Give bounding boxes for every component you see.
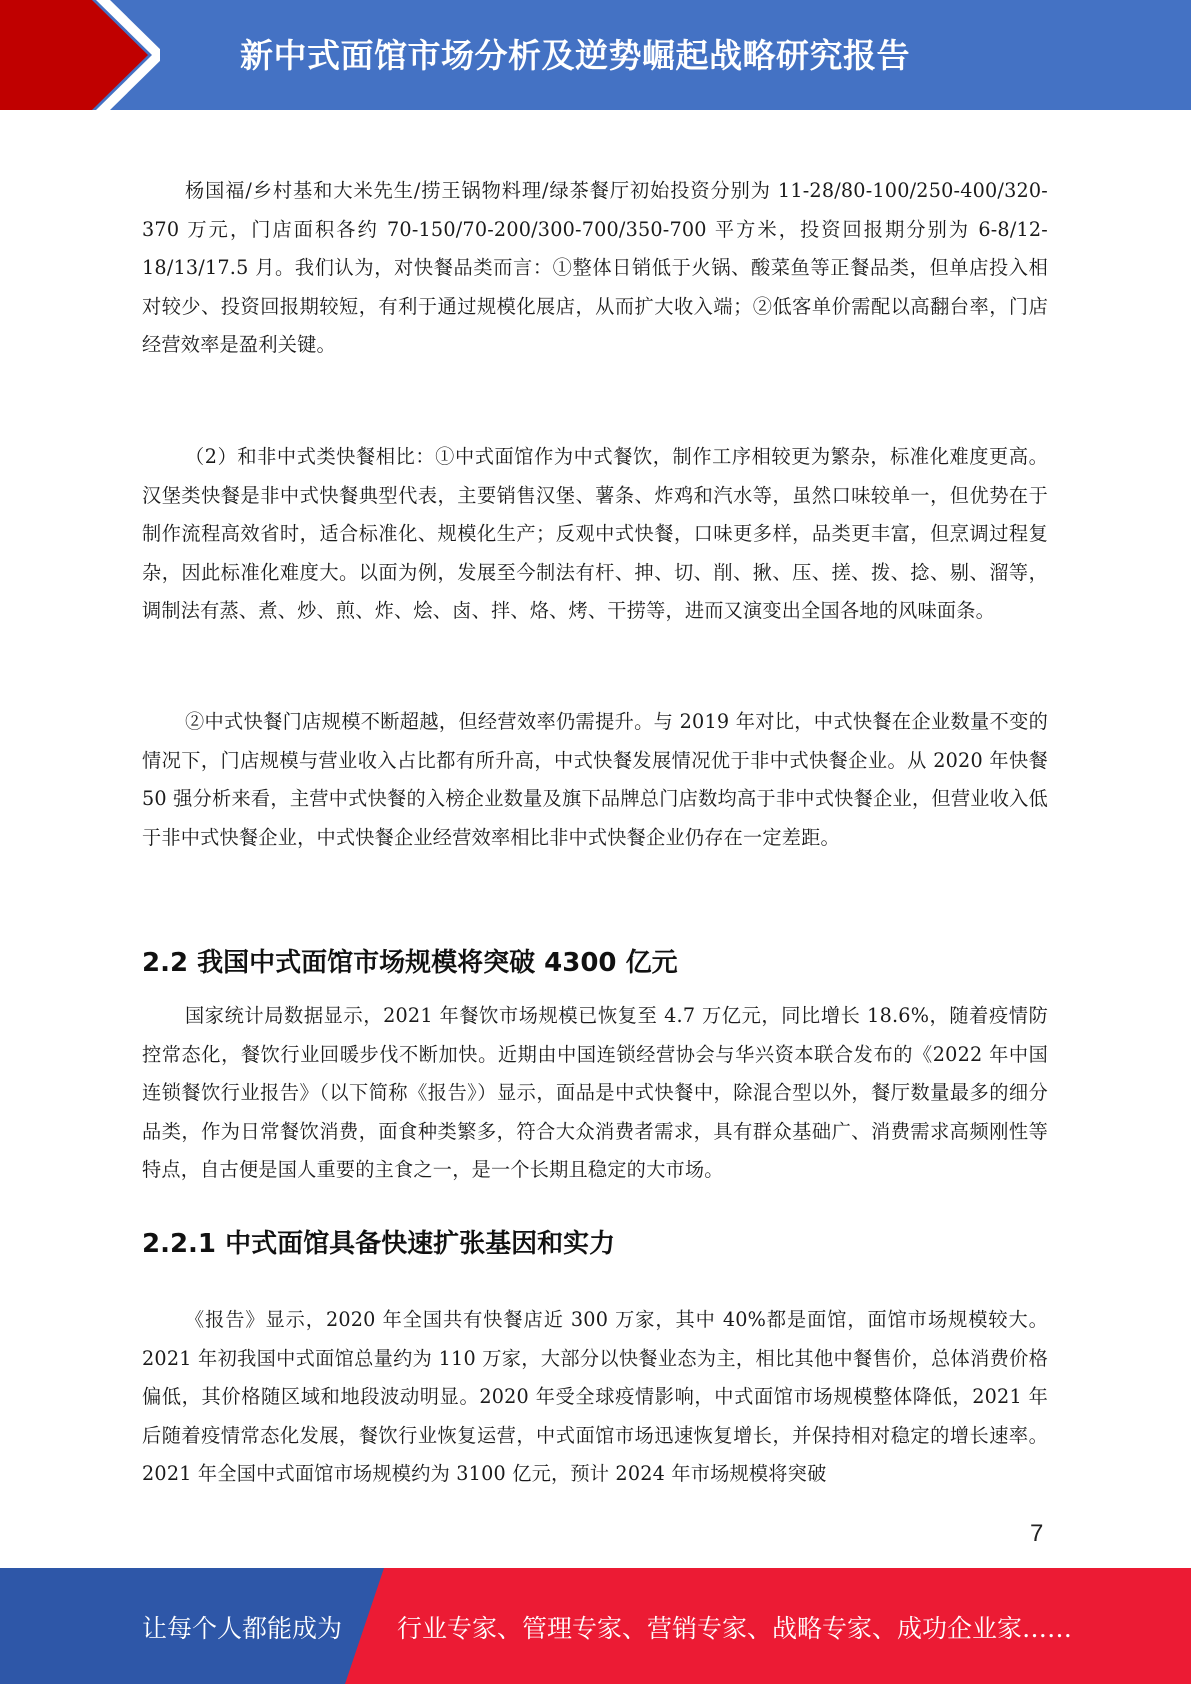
- section-heading-2-2-1: 2.2.1 中式面馆具备快速扩张基因和实力: [142, 1229, 616, 1259]
- footer-slogan-right: 行业专家、管理专家、营销专家、战略专家、成功企业家……: [397, 1614, 1073, 1643]
- paragraph-investment: 杨国福/乡村基和大米先生/捞王锅物料理/绿茶餐厅初始投资分别为 11-28/80-100/250-400/320-370 万元，门店面积各约 70-150/70-200/300-700/350-700 平方米，投资回报期分别为 6-8/12-18/13/17.5 月。我们认为，对快餐品类而言：①整体日销低于火锅、酸菜鱼等正餐品类，但单店投入相对较少、投资回报期较短，有利于通过规模化展店，从而扩大收入端；②低客单价需配以高翻台率，门店经营效率是盈利关键。: [142, 179, 1048, 356]
- paragraph-expansion: 《报告》显示，2020 年全国共有快餐店近 300 万家，其中 40%都是面馆，面馆市场规模较大。2021 年初我国中式面馆总量约为 110 万家，大部分以快餐业态为主，相比其他中餐售价，总体消费价格偏低，其价格随区域和地段波动明显。2020 年受全球疫情影响，中式面馆市场规模整体降低，2021 年后随着疫情常态化发展，餐饮行业恢复运营，中式面馆市场迅速恢复增长，并保持相对稳定的增长速率。2021 年全国中式面馆市场规模约为 3100 亿元，预计 2024 年市场规模将突破: [142, 1308, 1048, 1485]
- header-title: 新中式面馆市场分析及逆势崛起战略研究报告: [240, 36, 910, 75]
- paragraph-non-chinese-comparison: （2）和非中式类快餐相比：①中式面馆作为中式餐饮，制作工序相较更为繁杂，标准化难度更高。汉堡类快餐是非中式快餐典型代表，主要销售汉堡、薯条、炸鸡和汽水等，虽然口味较单一，但优势在于制作流程高效省时，适合标准化、规模化生产；反观中式快餐，口味更多样，品类更丰富，但烹调过程复杂，因此标准化难度大。以面为例，发展至今制法有杆、抻、切、削、揪、压、搓、拨、捻、剔、溜等，调制法有蒸、煮、炒、煎、炸、烩、卤、拌、烙、烤、干捞等，进而又演变出全国各地的风味面条。: [142, 445, 1048, 622]
- header-chevron-decoration: [0, 0, 160, 110]
- page-header: [0, 0, 1191, 110]
- footer-slogan-left: 让每个人都能成为: [142, 1614, 343, 1643]
- page-number: 7: [1030, 1520, 1044, 1547]
- page-footer: [0, 1568, 1191, 1684]
- paragraph-store-scale: ②中式快餐门店规模不断超越，但经营效率仍需提升。与 2019 年对比，中式快餐在企业数量不变的情况下，门店规模与营业收入占比都有所升高，中式快餐发展情况优于非中式快餐企业。从 2020 年快餐 50 强分析来看，主营中式快餐的入榜企业数量及旗下品牌总门店数均高于非中式快餐企业，但营业收入低于非中式快餐企业，中式快餐企业经营效率相比非中式快餐企业仍存在一定差距。: [142, 710, 1048, 849]
- section-heading-2-2: 2.2 我国中式面馆市场规模将突破 4300 亿元: [142, 948, 678, 978]
- paragraph-market-size: 国家统计局数据显示，2021 年餐饮市场规模已恢复至 4.7 万亿元，同比增长 18.6%，随着疫情防控常态化，餐饮行业回暖步伐不断加快。近期由中国连锁经营协会与华兴资本联合发布的《2022 年中国连锁餐饮行业报告》（以下简称《报告》）显示，面品是中式快餐中，除混合型以外，餐厅数量最多的细分品类，作为日常餐饮消费，面食种类繁多，符合大众消费者需求，具有群众基础广、消费需求高频刚性等特点，自古便是国人重要的主食之一，是一个长期且稳定的大市场。: [142, 1004, 1048, 1181]
